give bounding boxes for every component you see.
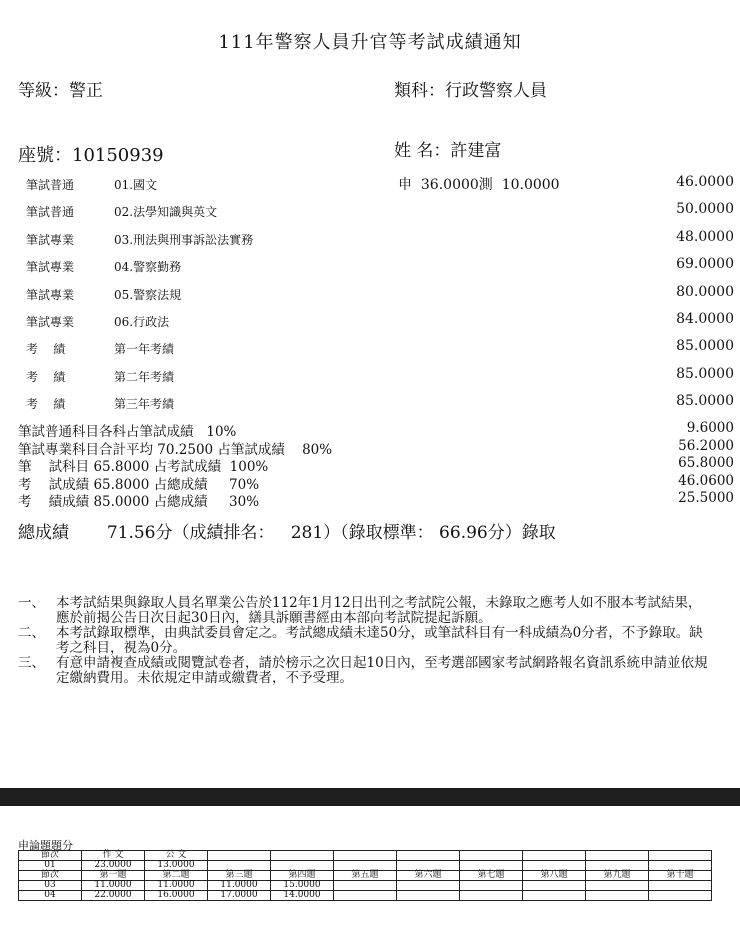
essay-table-cell: 11.0000 xyxy=(145,881,208,891)
essay-table-cell xyxy=(208,861,271,871)
essay-table-cell xyxy=(397,891,460,901)
essay-table-cell xyxy=(523,861,586,871)
essay-table-cell xyxy=(586,891,649,901)
name-label: 姓 名： xyxy=(394,141,451,161)
essay-table-cell: 第五題 xyxy=(334,871,397,881)
essay-table-cell: 01 xyxy=(19,861,82,871)
subject-category: 筆試專業 xyxy=(26,260,75,275)
subject-row xyxy=(0,258,740,284)
essay-table-cell: 節次 xyxy=(19,851,82,861)
divider-bar xyxy=(0,788,740,806)
summary-text: 考 試成績 65.8000 占總成績 70% xyxy=(18,476,260,493)
essay-table-cell: 11.0000 xyxy=(208,881,271,891)
subject-category: 筆試普通 xyxy=(26,178,75,192)
essay-table-cell: 公 文 xyxy=(145,851,208,861)
essay-table-cell xyxy=(334,851,397,861)
essay-table-cell xyxy=(460,861,523,871)
seat-field xyxy=(18,141,164,167)
essay-table-caption: 申論題題分 xyxy=(18,839,73,852)
essay-table-cell xyxy=(460,881,523,891)
essay-table-cell: 第八題 xyxy=(523,871,586,881)
essay-table-cell: 第十題 xyxy=(649,871,712,881)
subject-score: 85.0000 xyxy=(676,393,734,410)
note-text: 本考試結果與錄取人員名單業公告於112年1月12日出刊之考試院公報，未錄取之應考人如不服本考試結果，應於前揭公告日次日起30日內，繕具訴願書經由本部向考試院提起訴願。 xyxy=(56,595,702,626)
essay-table-cell xyxy=(649,861,712,871)
essay-table-cell: 16.0000 xyxy=(145,891,208,901)
essay-table-cell: 13.0000 xyxy=(145,861,208,871)
essay-table-row xyxy=(19,891,712,901)
essay-table-cell xyxy=(397,881,460,891)
summary-value: 65.8000 xyxy=(678,455,734,472)
subject-row xyxy=(0,365,740,394)
subject-score: 85.0000 xyxy=(676,338,734,355)
essay-table-cell: 第六題 xyxy=(397,871,460,881)
notes-section xyxy=(18,596,708,686)
essay-table-cell: 第四題 xyxy=(271,871,334,881)
essay-table-cell: 11.0000 xyxy=(82,881,145,891)
subject-category: 筆試專業 xyxy=(26,315,75,329)
summary-text: 筆 試科目 65.8000 占考試成績 100% xyxy=(18,459,269,476)
category-label: 類科： xyxy=(394,81,445,101)
note-number: 一、 xyxy=(18,595,45,611)
essay-score-table xyxy=(18,850,712,901)
summary-value: 25.5000 xyxy=(678,490,734,507)
essay-table-cell xyxy=(523,891,586,901)
subject-category: 筆試專業 xyxy=(26,287,75,302)
name-value: 許建富 xyxy=(450,141,502,161)
grade-value: 警正 xyxy=(69,81,103,101)
essay-table-cell xyxy=(271,851,334,861)
essay-table-cell xyxy=(208,851,271,861)
seat-value: 10150939 xyxy=(72,145,164,166)
subject-score: 85.0000 xyxy=(676,365,734,382)
grade-field xyxy=(18,76,103,101)
essay-table-cell: 第二題 xyxy=(145,871,208,881)
subject-name: 01.國文 xyxy=(114,178,158,192)
essay-table-cell xyxy=(649,851,712,861)
essay-table-cell xyxy=(586,881,649,891)
essay-table-cell xyxy=(586,861,649,871)
total-score-line: 總成績 71.56分（成績排名： 281）（錄取標準： 66.96分）錄取 xyxy=(18,523,556,543)
category-value: 行政警察人員 xyxy=(445,81,547,101)
summary-value: 9.6000 xyxy=(686,420,734,436)
subject-row xyxy=(0,340,740,366)
essay-table-cell xyxy=(397,851,460,861)
summary-row xyxy=(18,437,734,458)
summary-text: 考 績成績 85.0000 占總成績 30% xyxy=(18,494,260,511)
summary-text: 筆試普通科目各科占筆試成績 10% xyxy=(18,424,237,440)
subject-score: 80.0000 xyxy=(676,283,734,300)
subject-category: 考 績 xyxy=(26,342,66,357)
note-item xyxy=(18,656,708,686)
subject-category: 筆試普通 xyxy=(26,205,75,220)
essay-table-cell: 節次 xyxy=(19,871,82,881)
note-number: 三、 xyxy=(18,655,45,671)
category-field xyxy=(394,76,547,101)
subject-category: 筆試專業 xyxy=(26,232,75,247)
essay-table-cell xyxy=(397,861,460,871)
essay-table-cell: 14.0000 xyxy=(271,891,334,901)
subject-name: 02.法學知識與英文 xyxy=(114,205,218,220)
subject-row xyxy=(0,283,740,312)
essay-table-cell: 作 文 xyxy=(82,851,145,861)
essay-table-row xyxy=(19,871,712,881)
subject-name: 第一年考績 xyxy=(114,342,175,357)
grade-label: 等級： xyxy=(18,81,69,101)
essay-table-cell xyxy=(460,851,523,861)
subject-name: 03.刑法與刑事訴訟法實務 xyxy=(114,232,254,247)
subject-name: 第三年考績 xyxy=(114,397,175,412)
note-item xyxy=(18,626,708,656)
name-field xyxy=(394,136,501,161)
essay-table-cell xyxy=(460,891,523,901)
essay-table-cell xyxy=(649,881,712,891)
subject-score: 50.0000 xyxy=(676,201,734,218)
essay-table-cell xyxy=(334,861,397,871)
subject-detail: 申 36.0000測 10.0000 xyxy=(398,177,560,193)
summary-text: 筆試專業科目合計平均 70.2500 占筆試成績 80% xyxy=(18,441,333,458)
subject-row xyxy=(0,313,740,339)
essay-table-cell: 第一題 xyxy=(82,871,145,881)
note-item xyxy=(18,596,708,626)
subject-score: 46.0000 xyxy=(676,174,734,190)
essay-table-cell: 第七題 xyxy=(460,871,523,881)
subject-row xyxy=(0,395,740,421)
subject-name: 04.警察勤務 xyxy=(114,260,182,275)
essay-table-row xyxy=(19,861,712,871)
subject-name: 05.警察法規 xyxy=(114,287,182,302)
essay-table-cell: 15.0000 xyxy=(271,881,334,891)
note-text: 有意申請複查成績或閱覽試卷者，請於榜示之次日起10日內，至考選部國家考試網路報名資訊系統申請並依規定繳納費用。未依規定申請或繳費者，不予受理。 xyxy=(56,655,708,686)
essay-table-row xyxy=(19,851,712,861)
subject-score: 48.0000 xyxy=(676,228,734,245)
essay-table-cell xyxy=(523,881,586,891)
essay-table-cell: 23.0000 xyxy=(82,861,145,871)
essay-table-cell xyxy=(586,851,649,861)
page-title: 111年警察人員升官等考試成績通知 xyxy=(218,32,522,53)
summary-row xyxy=(18,472,734,493)
subject-row xyxy=(0,228,740,257)
essay-table-cell xyxy=(334,881,397,891)
subject-category: 考 績 xyxy=(26,397,66,412)
summary-row xyxy=(18,420,734,440)
essay-table-cell: 第九題 xyxy=(586,871,649,881)
note-number: 二、 xyxy=(18,625,45,641)
summary-row xyxy=(18,490,734,511)
subject-category: 考 績 xyxy=(26,369,66,384)
subject-name: 06.行政法 xyxy=(114,315,170,329)
summary-value: 56.2000 xyxy=(678,437,734,454)
subject-row xyxy=(0,203,740,229)
essay-table-row xyxy=(19,881,712,891)
subject-row xyxy=(0,176,740,202)
essay-table-cell: 03 xyxy=(19,881,82,891)
essay-table-cell: 22.0000 xyxy=(82,891,145,901)
essay-table-cell xyxy=(271,861,334,871)
essay-table-cell xyxy=(649,891,712,901)
subject-score: 69.0000 xyxy=(676,256,734,273)
summary-row xyxy=(18,455,734,476)
seat-label: 座號： xyxy=(18,145,72,166)
subject-score: 84.0000 xyxy=(676,311,734,327)
subject-name: 第二年考績 xyxy=(114,369,175,384)
essay-table-cell xyxy=(334,891,397,901)
summary-value: 46.0600 xyxy=(678,472,734,489)
note-text: 本考試錄取標準，由典試委員會定之。考試總成績未達50分，或筆試科目有一科成績為0分者，不予錄取。缺考之科目，視為0分。 xyxy=(56,625,703,656)
essay-table-cell: 04 xyxy=(19,891,82,901)
essay-table-cell: 第三題 xyxy=(208,871,271,881)
essay-table-cell xyxy=(523,851,586,861)
essay-table-cell: 17.0000 xyxy=(208,891,271,901)
